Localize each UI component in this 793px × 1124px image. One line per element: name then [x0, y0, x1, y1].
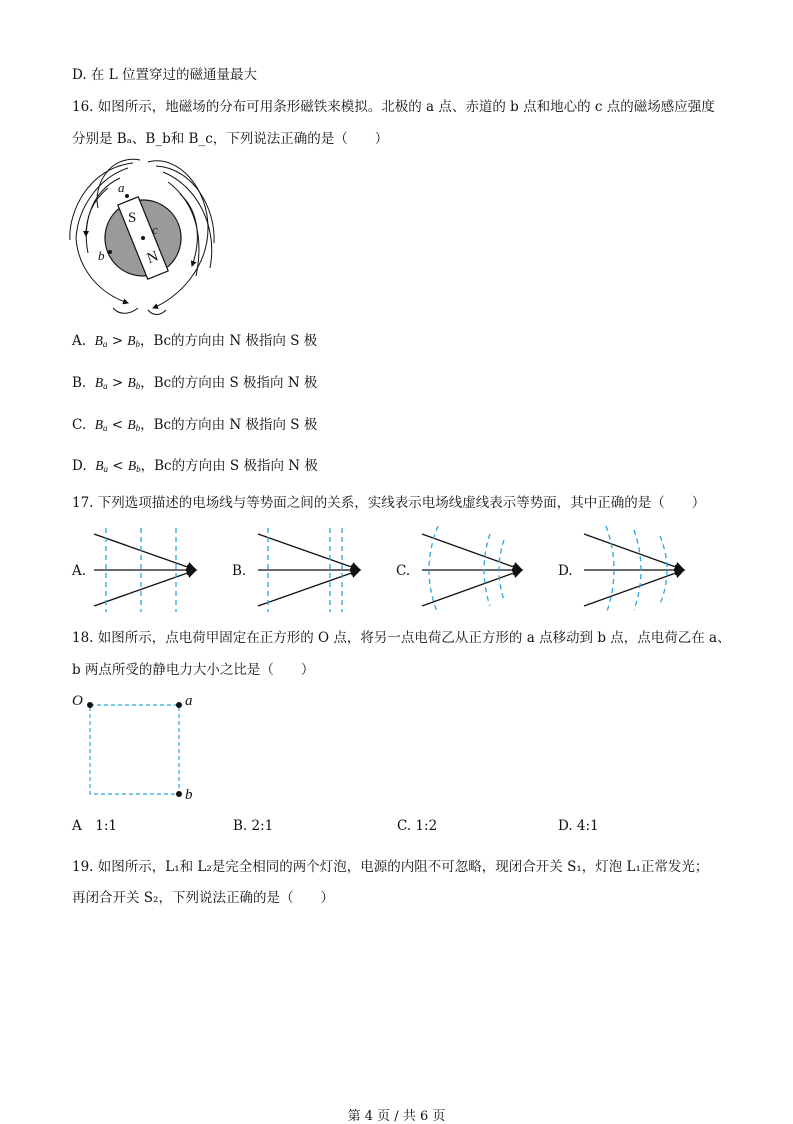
q17-figure-c — [416, 524, 531, 616]
q19-stem-line1: 19. 如图所示，L₁和 L₂是完全相同的两个灯泡，电源的内阻不可忽略，现闭合开关 S₁，灯泡 L₁正常发光； — [72, 859, 709, 875]
q17-label-c: C. — [396, 563, 411, 579]
q18-option-c: C. 1:2 — [397, 818, 438, 834]
earth-magnet-figure — [68, 158, 218, 316]
q16-option-d: D. $B_a < B_b$，Bc的方向由 S 极指向 N 极 — [72, 458, 318, 474]
q17-figure-d — [578, 524, 693, 616]
q16-option-a: A. $B_a > B_b$，Bc的方向由 N 极指向 S 极 — [72, 333, 318, 349]
q17-figure-a — [88, 528, 203, 612]
q18-option-b: B. 2:1 — [233, 818, 274, 834]
q18-option-d: D. 4:1 — [558, 818, 599, 834]
point-a-label: a — [118, 180, 125, 195]
q17-label-d: D. — [558, 563, 573, 579]
q18-option-a: A 1:1 — [72, 818, 117, 834]
label-b: b — [185, 787, 193, 803]
label-O: O — [72, 693, 83, 709]
q19-stem-line2: 再闭合开关 S₂，下列说法正确的是（ ） — [72, 890, 334, 906]
point-b-label: b — [98, 248, 105, 263]
page-footer: 第 4 页 / 共 6 页 — [347, 1109, 446, 1124]
magnet-s-label: S — [128, 210, 137, 226]
point-c-label: c — [152, 222, 158, 237]
q17-figure-b — [252, 528, 367, 612]
q17-label-a: A. — [72, 563, 87, 579]
square-figure — [70, 688, 200, 806]
q17-label-b: B. — [232, 563, 247, 579]
q17-stem: 17. 下列选项描述的电场线与等势面之间的关系，实线表示电场线虚线表示等势面，其中正确的是（ ） — [72, 495, 706, 511]
q18-stem-line1: 18. 如图所示，点电荷甲固定在正方形的 O 点，将另一点电荷乙从正方形的 a 点移动到 b 点，点电荷乙在 a、 — [72, 630, 731, 646]
q18-stem-line2: b 两点所受的静电力大小之比是（ ） — [72, 662, 315, 678]
q16-stem-line1: 16. 如图所示，地磁场的分布可用条形磁铁来模拟。北极的 a 点、赤道的 b 点和地心的 c 点的磁场感应强度 — [72, 99, 715, 115]
q16-option-b: B. $B_a > B_b$，Bc的方向由 S 极指向 N 极 — [72, 375, 318, 391]
q16-stem-line2: 分别是 Bₐ、B_b和 B_c，下列说法正确的是（ ） — [72, 131, 389, 147]
q16-option-c: C. $B_a < B_b$，Bc的方向由 N 极指向 S 极 — [72, 417, 318, 433]
magnet-n-label: N — [144, 248, 161, 268]
q15-option-d: D. 在 L 位置穿过的磁通量最大 — [72, 67, 257, 83]
label-a: a — [185, 693, 193, 709]
